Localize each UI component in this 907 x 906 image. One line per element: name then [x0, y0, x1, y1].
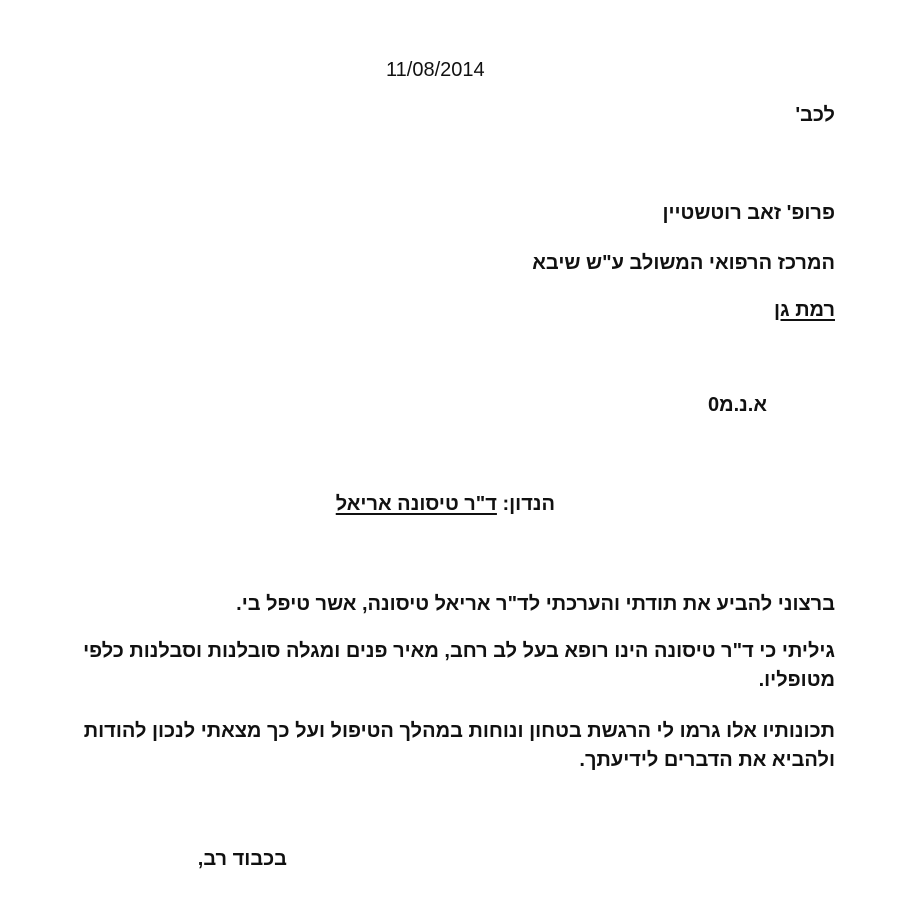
recipient-city: רמת גן — [774, 299, 835, 321]
body-paragraph-3: תכונותיו אלו גרמו לי הרגשת בטחון ונוחות במהלך הטיפול ועל כך מצאתי לנכון להודות ולהביא את הדברים לידיעתך. — [83, 720, 835, 771]
body-paragraph-2: גיליתי כי ד"ר טיסונה הינו רופא בעל לב רחב, מאיר פנים ומגלה סובלנות וסבלנות כלפי מטופליו. — [83, 640, 835, 691]
recipient-institution: המרכז הרפואי המשולב ע"ש שיבא — [532, 252, 835, 274]
subject-line — [336, 492, 555, 516]
closing-line: בכבוד רב, — [197, 848, 287, 870]
subject-value: ד"ר טיסונה אריאל — [335, 493, 497, 515]
reference-code: א.נ.מ0 — [707, 394, 767, 416]
subject-label: הנדון: — [502, 493, 555, 515]
body-paragraph-1: ברצוני להביע את תודתי והערכתי לד"ר אריאל טיסונה, אשר טיפל בי. — [236, 593, 835, 615]
letter-date: 11/08/2014 — [386, 59, 485, 81]
salutation-to: לכב' — [795, 104, 835, 126]
recipient-name: פרופ' זאב רוטשטיין — [662, 202, 835, 224]
